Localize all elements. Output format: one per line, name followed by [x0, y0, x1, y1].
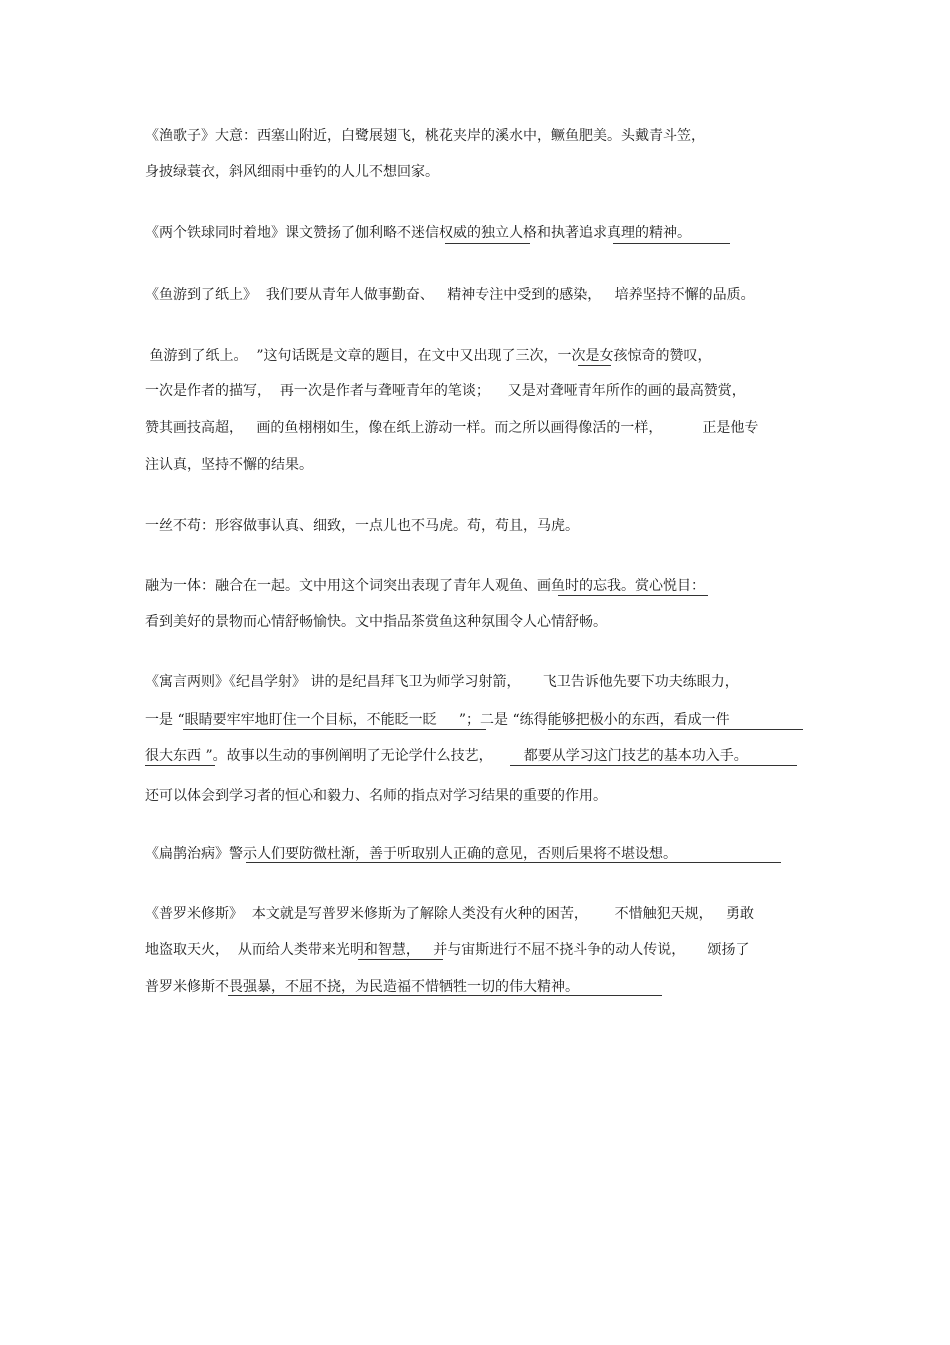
text-line: 看到美好的景物而心情舒畅愉快。文中指品茶赏鱼这种氛围令人心情舒畅。 [145, 614, 607, 630]
text-line: 还可以体会到学习者的恒心和毅力、名师的指点对学习结果的重要的作用。 [145, 788, 607, 804]
text-line: 鱼游到了纸上。 ”这句话既是文章的题目，在文中又出现了三次，一次是女孩惊奇的赞叹， [145, 348, 712, 364]
text-line: 普罗米修斯不畏强暴，不屈不挠，为民造福不惜牺牲一切的伟大精神。 [145, 979, 579, 995]
text-line: 赞其画技高超， 画的鱼栩栩如生，像在纸上游动一样。而之所以画得像活的一样， 正是他专 [145, 420, 759, 436]
text-line: 《渔歌子》大意：西塞山附近，白鹭展翅飞，桃花夹岸的溪水中，鳜鱼肥美。头戴青斗笠， [145, 128, 705, 144]
text-line: 一是 “眼睛要牢牢地盯住一个目标，不能眨一眨 ”；二是 “练得能够把极小的东西，看成一件 [145, 712, 730, 728]
text-line: 地盗取天火， 从而给人类带来光明和智慧， 并与宙斯进行不屈不挠斗争的动人传说， 颂扬了 [145, 942, 750, 958]
fill-in-underline [613, 243, 730, 244]
fill-in-underline [246, 862, 781, 863]
fill-in-underline [510, 765, 797, 766]
text-line: 《普罗米修斯》 本文就是写普罗米修斯为了解除人类没有火种的困苦， 不惜触犯天规， 勇敢 [145, 906, 754, 922]
fill-in-underline [358, 959, 443, 960]
fill-in-underline [228, 995, 662, 996]
text-line: 《两个铁球同时着地》课文赞扬了伽利略不迷信权威的独立人格和执著追求真理的精神。 [145, 225, 691, 241]
fill-in-underline [548, 729, 803, 730]
fill-in-underline [445, 243, 530, 244]
text-line: 《扁鹊治病》警示人们要防微杜渐，善于听取别人正确的意见，否则后果将不堪设想。 [145, 846, 677, 862]
text-line: 一丝不苟：形容做事认真、细致，一点儿也不马虎。苟，苟且，马虎。 [145, 518, 579, 534]
text-line: 融为一体：融合在一起。文中用这个词突出表现了青年人观鱼、画鱼时的忘我。赏心悦目： [145, 578, 705, 594]
fill-in-underline [183, 729, 486, 730]
text-line: 注认真，坚持不懈的结果。 [145, 457, 313, 473]
fill-in-underline [558, 595, 708, 596]
fill-in-underline [578, 365, 611, 366]
text-line: 一次是作者的描写， 再一次是作者与聋哑青年的笔谈； 又是对聋哑青年所作的画的最高赞赏， [145, 383, 746, 399]
text-line: 身披绿蓑衣，斜风细雨中垂钓的人儿不想回家。 [145, 164, 439, 180]
text-line: 《鱼游到了纸上》 我们要从青年人做事勤奋、 精神专注中受到的感染， 培养坚持不懈的品质。 [145, 287, 755, 303]
text-line: 很大东西 ”。故事以生动的事例阐明了无论学什么技艺， 都要从学习这门技艺的基本功入手。 [145, 748, 748, 764]
text-line: 《寓言两则》《纪昌学射》 讲的是纪昌拜飞卫为师学习射箭， 飞卫告诉他先要下功夫练眼力， [145, 674, 739, 690]
fill-in-underline [145, 765, 215, 766]
